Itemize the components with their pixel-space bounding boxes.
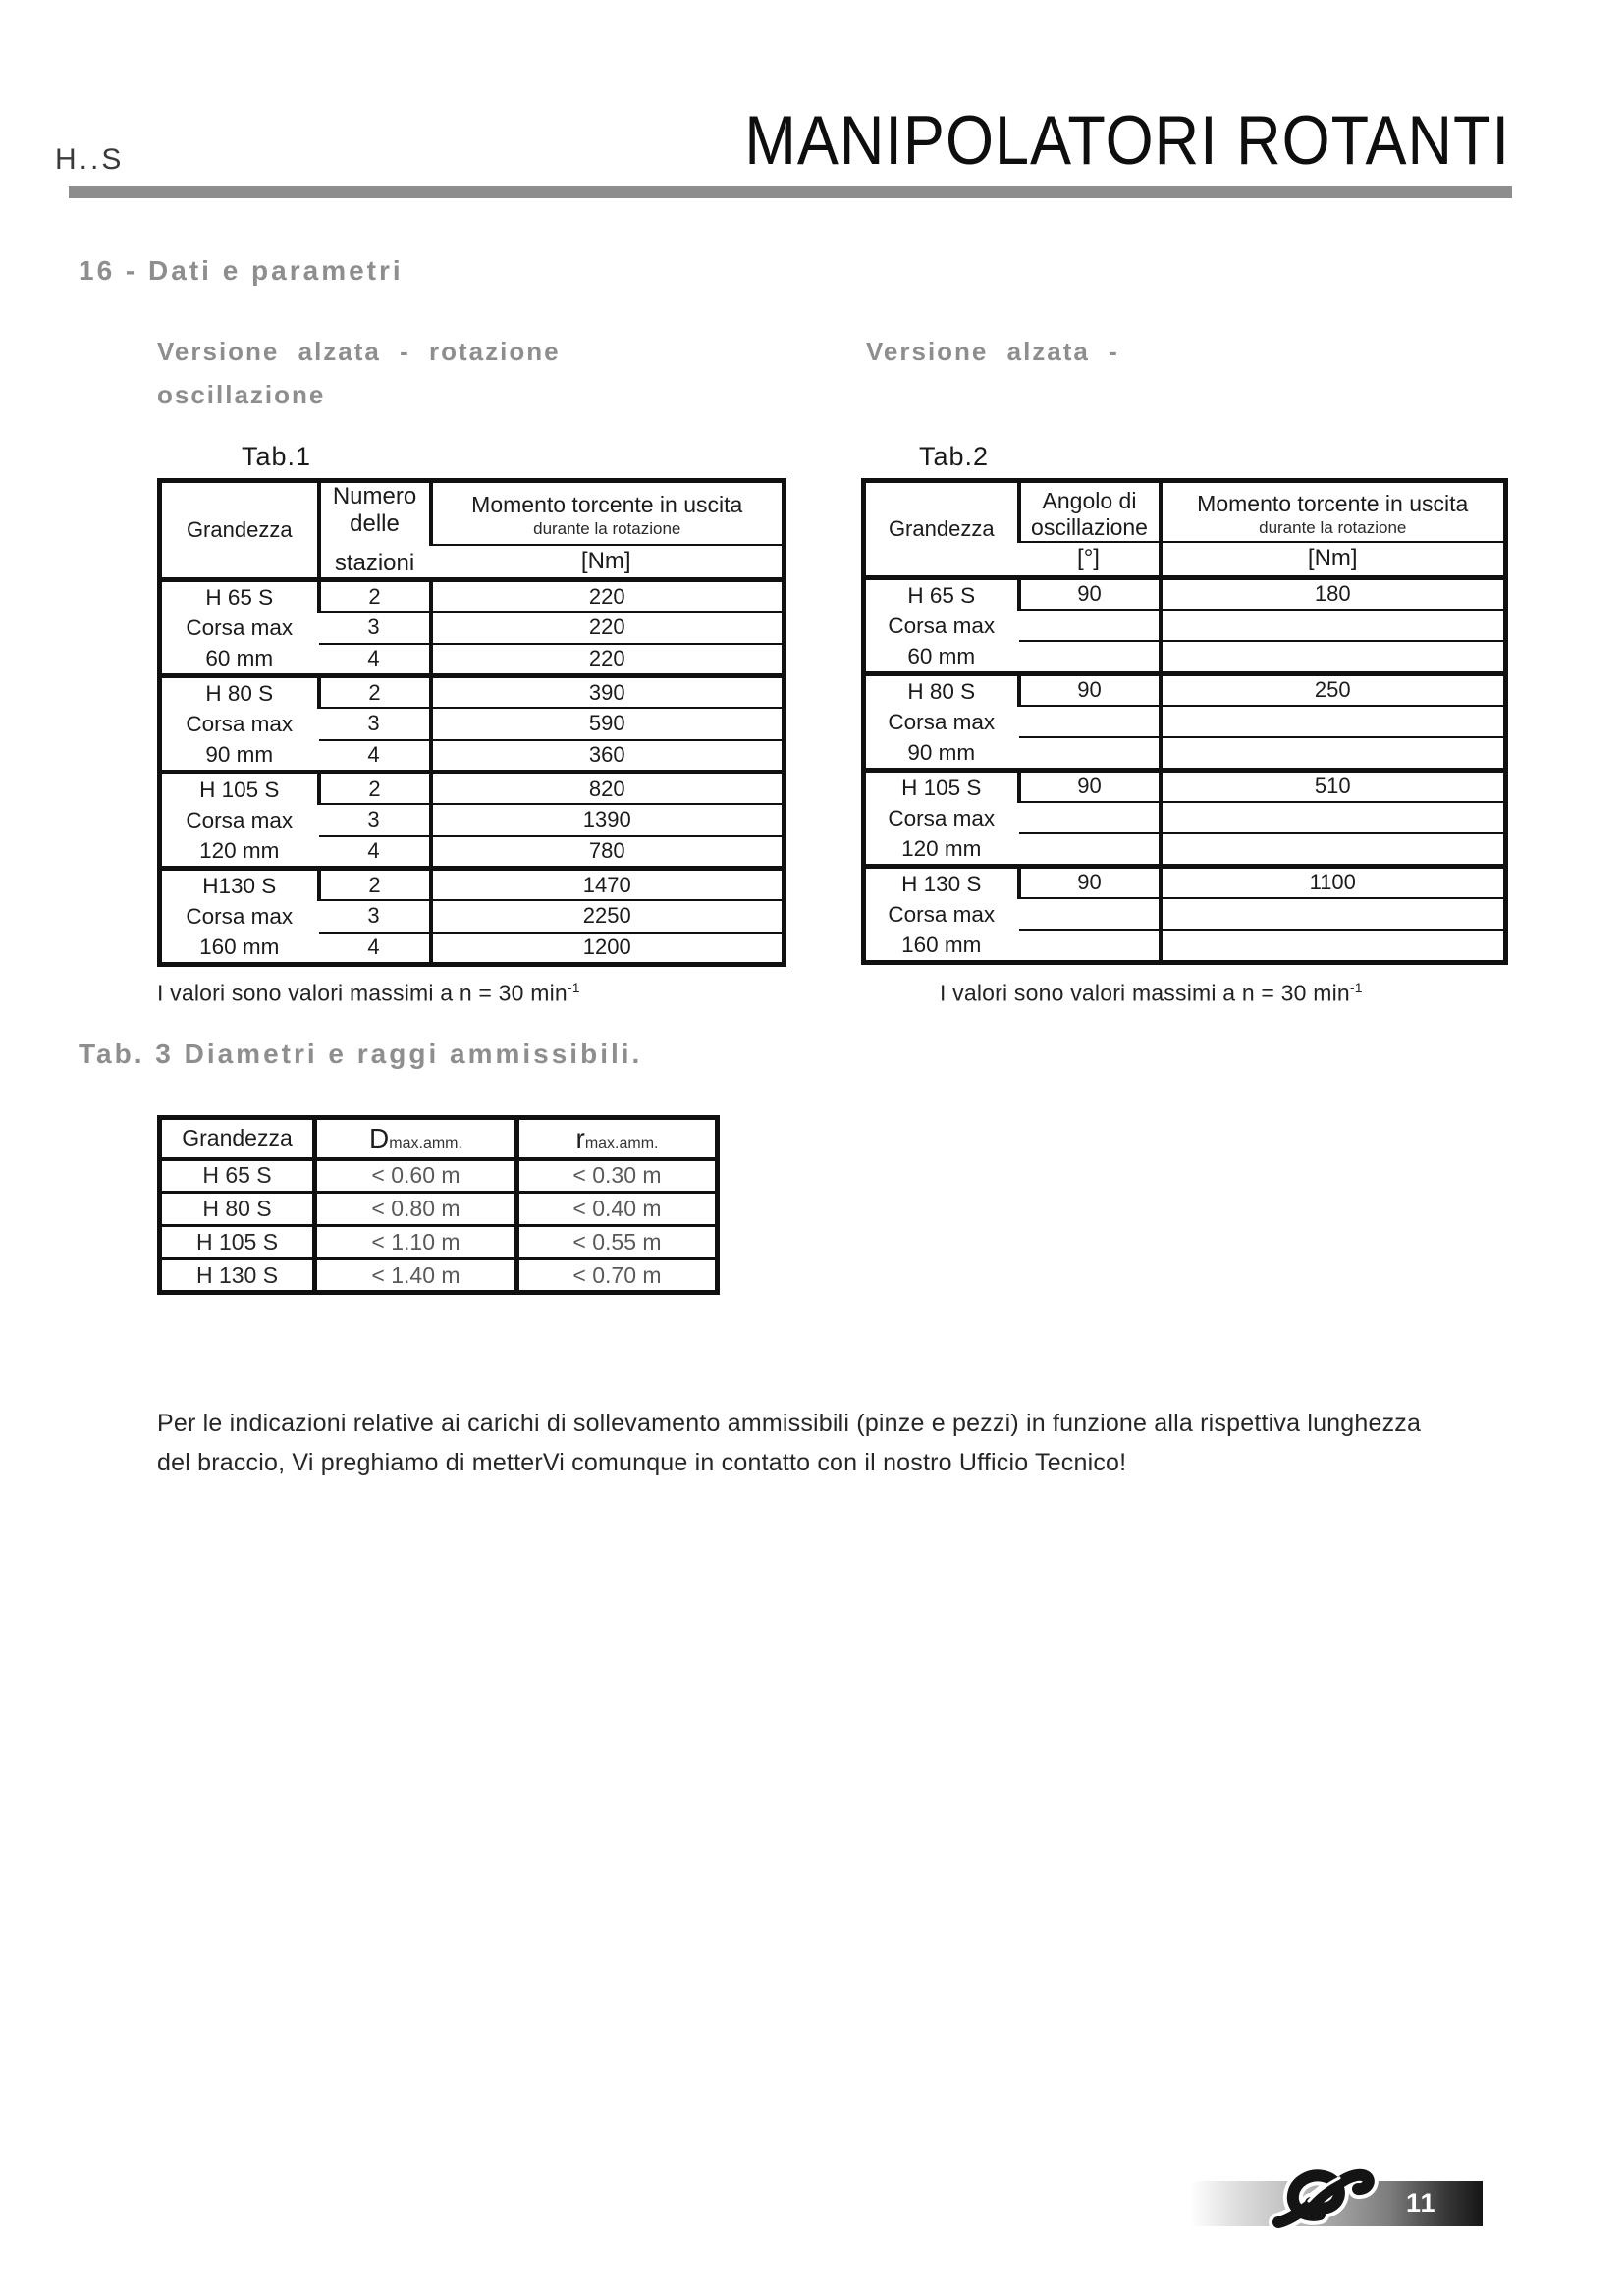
tab3-header-rmax: rmax.amm. — [517, 1118, 718, 1159]
tab3-heading: Tab. 3 Diametri e raggi ammissibili. — [79, 1039, 643, 1069]
tab3-header-grandezza: Grandezza — [182, 1125, 293, 1151]
table-row: 4 1200 — [160, 933, 785, 965]
table-row: H 130 S Corsa max 160 mm 90 1100 — [864, 866, 1506, 898]
tab1-table — [157, 478, 786, 967]
tab1-header-stazioni: Numero delle stazioni — [319, 481, 431, 580]
left-subheading — [157, 330, 561, 416]
tab2-header-angolo: Angolo di oscillazione — [1019, 481, 1161, 543]
table-row: H 65 S Corsa max 60 mm 2 220 — [160, 580, 785, 613]
tab3-header-dmax: Dmax.amm. — [315, 1118, 517, 1159]
tab1-table-wrap — [157, 478, 786, 967]
tab1-header-grandezza: Grandezza — [186, 517, 293, 542]
tab2-table — [861, 478, 1508, 965]
left-subheading-line2: oscillazione — [157, 380, 326, 409]
tab1-group2-name: H 80 S Corsa max 90 mm — [160, 676, 319, 773]
tab2-table-wrap — [861, 478, 1508, 965]
brand-logo-icon — [1263, 2154, 1380, 2236]
table-row: H 105 S Corsa max 120 mm 90 510 — [864, 770, 1506, 802]
page-number: 11 — [1406, 2188, 1436, 2217]
table-row: H 80 S Corsa max 90 mm 2 390 — [160, 676, 785, 709]
table-row: H 105 S < 1.10 m < 0.55 m — [160, 1226, 718, 1259]
table-row: H 105 S Corsa max 120 mm 2 820 — [160, 773, 785, 805]
tab2-header-grandezza: Grandezza — [888, 515, 995, 541]
table-row: 3 220 — [160, 612, 785, 644]
tab3-table — [157, 1115, 720, 1295]
tab1-footnote: I valori sono valori massimi a n = 30 $\min^{-1}$ — [157, 980, 580, 1006]
table-row: H 65 S Corsa max 60 mm 90 180 — [864, 577, 1506, 610]
tab1-group1-name: H 65 S Corsa max 60 mm — [160, 580, 319, 676]
table-row: H 80 S Corsa max 90 mm 90 250 — [864, 673, 1506, 706]
table-row: H 80 S < 0.80 m < 0.40 m — [160, 1193, 718, 1226]
page-title: MANIPOLATORI ROTANTI — [744, 102, 1510, 180]
tab2-header-unit-deg: [°] — [1019, 542, 1161, 577]
table-row: 3 590 — [160, 708, 785, 740]
tab2-group3-name: H 105 S Corsa max 120 mm — [864, 770, 1019, 866]
tab2-group4-name: H 130 S Corsa max 160 mm — [864, 866, 1019, 962]
table-row: 3 2250 — [160, 900, 785, 933]
table-row: H 130 S < 1.40 m < 0.70 m — [160, 1259, 718, 1293]
tab1-group4-name: H130 S Corsa max 160 mm — [160, 869, 319, 965]
table-row: H130 S Corsa max 160 mm 2 1470 — [160, 869, 785, 901]
tab2-footnote: I valori sono valori massimi a n = 30 $\min^{-1}$ — [940, 980, 1363, 1006]
tab2-group2-name: H 80 S Corsa max 90 mm — [864, 673, 1019, 770]
tab2-header-momento: Momento torcente in uscita durante la rotazione — [1161, 481, 1506, 543]
table-row: 4 220 — [160, 644, 785, 676]
tab1-label: Tab.1 — [242, 442, 312, 471]
footnote-superscript: -1 — [1349, 980, 1363, 995]
table-row: 3 1390 — [160, 804, 785, 836]
tab2-header-unit-nm: [Nm] — [1161, 542, 1506, 577]
tab1-header-momento: Momento torcente in uscita durante la rotazione — [431, 481, 785, 545]
tab3-table-wrap — [157, 1115, 720, 1295]
table-row: 4 360 — [160, 740, 785, 773]
section-heading: 16 - Dati e parametri — [79, 255, 404, 286]
footnote-superscript: -1 — [567, 980, 580, 995]
tab2-group1-name: H 65 S Corsa max 60 mm — [864, 577, 1019, 673]
right-subheading: Versione alzata - — [866, 337, 1119, 366]
tab1-group3-name: H 105 S Corsa max 120 mm — [160, 773, 319, 869]
table-row: H 65 S < 0.60 m < 0.30 m — [160, 1159, 718, 1193]
header-rule — [69, 186, 1512, 198]
left-subheading-line1: Versione alzata - rotazione — [157, 337, 561, 366]
model-code: H..S — [55, 143, 125, 176]
tab2-label: Tab.2 — [919, 442, 990, 471]
table-row: 4 780 — [160, 836, 785, 869]
tab1-header-unit: [Nm] — [431, 545, 785, 580]
contact-note: Per le indicazioni relative ai carichi di sollevamento ammissibili (pinze e pezzi) in funzione alla rispettiva lunghezza del braccio, Vi preghiamo di metterVi comunque in contatto con il nostro Ufficio Tecnico! — [157, 1410, 1422, 1476]
